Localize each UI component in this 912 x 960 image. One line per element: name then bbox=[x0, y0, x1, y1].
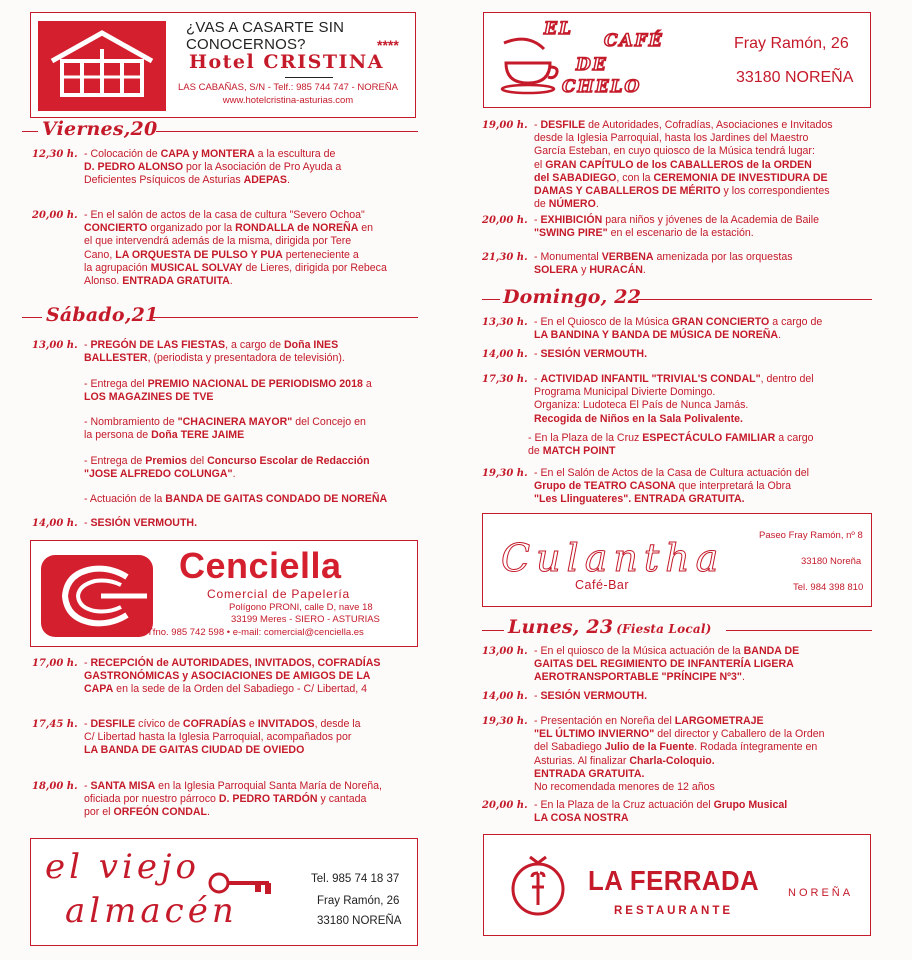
event-text: - Presentación en Noreña del LARGOMETRAJE "EL ÚLTIMO INVIERNO" del director y Caballero de la Orden del Sabadiego Julio de la Fuente. Rodada íntegramente en Asturias. Al finalizar Charla-Coloquio. ENTRADA GRATUITA. No recomendada menores de 12 años bbox=[534, 715, 825, 794]
event-text: - En el Quiosco de la Música GRAN CONCIERTO a cargo de LA BANDINA Y BANDA DE MÚSICA DE NOREÑA. bbox=[534, 316, 823, 342]
culantha-street: Paseo Fray Ramón, nº 8 bbox=[759, 530, 863, 541]
ferrada-type: RESTAURANTE bbox=[614, 905, 734, 917]
coffee-cup-icon bbox=[498, 33, 562, 97]
ferrada-logo bbox=[508, 853, 568, 922]
event-time: 13,00 h. bbox=[32, 340, 78, 351]
hotel-address: LAS CABAÑAS, S/N - Telf.: 985 744 747 - NOREÑA bbox=[177, 82, 398, 93]
lunes-note: (Fiesta Local) bbox=[616, 622, 712, 636]
event-text: - Entrega del PREMIO NACIONAL DE PERIODISMO 2018 a LOS MAGAZINES DE TVE bbox=[84, 378, 372, 404]
event-text: - DESFILE de Autoridades, Cofradías, Asociaciones e Invitados desde la Iglesia Parroquial, hasta los Jardines del Maestro García Esteban, en cuyo quiosco de la Música tendrá lugar: el GRAN CAPÍTULO de los CABALLEROS de la ORDEN del SABADIEGO, con la CEREMONIA DE INVESTIDURA DE DAMAS Y CABALLEROS DE MÉRITO y los correspondientes de NÚMERO. bbox=[534, 119, 833, 211]
cenciella-subtitle: Comercial de Papelería bbox=[207, 587, 350, 601]
cenciella-c-icon bbox=[41, 555, 153, 637]
event-time: 21,30 h. bbox=[482, 252, 528, 263]
cenciella-ad bbox=[30, 540, 418, 647]
almacen-street: Fray Ramón, 26 bbox=[317, 895, 400, 907]
la-ferrada-ad bbox=[483, 834, 871, 936]
cafe-street: Fray Ramón, 26 bbox=[734, 35, 849, 52]
event-text: - En el salón de actos de la casa de cultura "Severo Ochoa" CONCIERTO organizado por la RONDALLA de NOREÑA en el que intervendrá además de la misma, dirigida por Tere Cano, LA ORQUESTA DE PULSO Y PUA perteneciente a la agrupación MUSICAL SOLVAY de Lieres, dirigida por Rebeca Alonso. ENTRADA GRATUITA. bbox=[84, 209, 387, 288]
event-text: - PREGÓN DE LAS FIESTAS, a cargo de Doña INES BALLESTER, (periodista y presentadora de televisión). bbox=[84, 339, 345, 365]
event-text: - En el Salón de Actos de la Casa de Cultura actuación del Grupo de TEATRO CASONA que interpretará la Obra "Les Llinguateres". ENTRADA GRATUITA. bbox=[534, 467, 810, 506]
event-time: 20,00 h. bbox=[482, 800, 528, 811]
almacen-name-line2: almacén bbox=[65, 891, 238, 931]
cup-icon bbox=[498, 33, 562, 102]
event-time: 18,00 h. bbox=[32, 781, 78, 792]
almacen-name-line1: el viejo bbox=[45, 847, 201, 887]
event-time: 19,30 h. bbox=[482, 468, 528, 479]
event-text: - Entrega de Premios del Concurso Escolar de Redacción "JOSE ALFREDO COLUNGA". bbox=[84, 455, 370, 481]
viernes-rule-left bbox=[22, 131, 38, 132]
lunes-rule-right bbox=[726, 630, 872, 631]
domingo-rule-left bbox=[482, 299, 500, 300]
event-text: - SANTA MISA en la Iglesia Parroquial Santa María de Noreña, oficiada por nuestro párroco D. PEDRO TARDÓN y cantada por el ORFEÓN CONDAL. bbox=[84, 780, 382, 819]
ferrada-name: LA FERRADA bbox=[588, 865, 760, 896]
lunes-rule-left bbox=[482, 630, 504, 631]
event-time: 20,00 h. bbox=[32, 210, 78, 221]
sabado-rule-right bbox=[152, 317, 418, 318]
event-text: - Actuación de la BANDA DE GAITAS CONDADO DE NOREÑA bbox=[84, 493, 388, 505]
cenciella-contact: Tfno. 985 742 598 • e-mail: comercial@cenciella.es bbox=[147, 627, 364, 638]
event-time: 13,30 h. bbox=[482, 317, 528, 328]
cenciella-address1: Polígono PRONI, calle D, nave 18 bbox=[229, 602, 373, 613]
day-title-domingo: Domingo, 22 bbox=[503, 286, 642, 308]
event-time: 19,30 h. bbox=[482, 716, 528, 727]
event-text: - Nombramiento de "CHACINERA MAYOR" del Concejo en la persona de Doña TERE JAIME bbox=[84, 416, 366, 442]
event-text: - RECEPCIÓN de AUTORIDADES, INVITADOS, COFRADÍAS GASTRONÓMICAS y ASOCIACIONES DE AMIGOS DE LA CAPA en la sede de la Orden del Sabadiego - C/ Libertad, 4 bbox=[84, 657, 381, 696]
event-time: 12,30 h. bbox=[32, 149, 78, 160]
culantha-name: Culantha bbox=[501, 536, 725, 580]
hotel-tagline: ¿VAS A CASARTE SIN CONOCERNOS? bbox=[186, 19, 345, 53]
event-time: 17,00 h. bbox=[32, 658, 78, 669]
cafe-logo-line-3: DE bbox=[576, 55, 608, 75]
event-time: 14,00 h. bbox=[482, 691, 528, 702]
cafe-chelo-ad bbox=[483, 12, 871, 108]
event-time: 14,00 h. bbox=[32, 518, 78, 529]
event-text: - Colocación de CAPA y MONTERA a la escultura de D. PEDRO ALONSO por la Asociación de Pro Ayuda a Deficientes Psíquicos de Asturias ADEPAS. bbox=[84, 148, 342, 187]
event-time: 17,30 h. bbox=[482, 374, 528, 385]
event-text: - En la Plaza de la Cruz actuación del Grupo Musical LA COSA NOSTRA bbox=[534, 799, 788, 825]
cafe-city: 33180 NOREÑA bbox=[736, 69, 854, 86]
culantha-ad bbox=[482, 513, 872, 607]
hotel-web: www.hotelcristina-asturias.com bbox=[222, 95, 354, 106]
day-title-sabado: Sábado,21 bbox=[46, 304, 159, 326]
domingo-rule-right bbox=[636, 299, 872, 300]
cenciella-name: Cenciella bbox=[179, 545, 342, 586]
almacen-city: 33180 NOREÑA bbox=[317, 915, 402, 927]
day-title-viernes: Viernes,20 bbox=[42, 118, 158, 140]
hotel-logo bbox=[38, 21, 166, 111]
almacen-tel: Tel. 985 74 18 37 bbox=[311, 873, 400, 885]
cafe-logo-line-1: EL bbox=[544, 19, 573, 39]
hotel-stars: **** bbox=[377, 37, 399, 53]
almacen-ad bbox=[30, 838, 418, 946]
ferrada-place: NOREÑA bbox=[788, 887, 854, 899]
event-text: - En la Plaza de la Cruz ESPECTÁCULO FAMILIAR a cargo de MATCH POINT bbox=[528, 432, 814, 458]
event-text: - EXHIBICIÓN para niños y jóvenes de la Academia de Baile "SWING PIRE" en el escenario de la estación. bbox=[534, 214, 820, 240]
hotel-name: Hotel CRISTINA bbox=[189, 51, 384, 73]
event-time: 17,45 h. bbox=[32, 719, 78, 730]
house-icon bbox=[38, 21, 166, 111]
event-text: - SESIÓN VERMOUTH. bbox=[534, 348, 648, 360]
cenciella-logo bbox=[41, 555, 153, 637]
sabado-rule-left bbox=[22, 317, 42, 318]
day-title-lunes bbox=[508, 616, 711, 638]
ferrada-emblem-icon bbox=[508, 853, 568, 917]
lunes-title: Lunes, 23 bbox=[508, 616, 614, 638]
cafe-logo-line-4: CHELO bbox=[562, 77, 642, 97]
event-text: - SESIÓN VERMOUTH. bbox=[534, 690, 648, 702]
event-time: 20,00 h. bbox=[482, 215, 528, 226]
viernes-rule-right bbox=[156, 131, 418, 132]
culantha-city: 33180 Noreña bbox=[801, 556, 862, 567]
hotel-divider bbox=[285, 77, 333, 78]
cenciella-address2: 33199 Meres - SIERO - ASTURIAS bbox=[231, 614, 380, 625]
event-text: - En el quiosco de la Música actuación de la BANDA DE GAITAS DEL REGIMIENTO DE INFANTERÍA LIGERA AEROTRANSPORTABLE "PRÍNCIPE Nº3". bbox=[534, 645, 800, 684]
event-text: - ACTIVIDAD INFANTIL "TRIVIAL'S CONDAL", dentro del Programa Municipal Divierte Domingo. Organiza: Ludoteca El País de Nunca Jamás. Recogida de Niños en la Sala Polivalente. bbox=[534, 373, 814, 425]
event-text: - Monumental VERBENA amenizada por las orquestas SOLERA y HURACÁN. bbox=[534, 251, 793, 277]
event-time: 19,00 h. bbox=[482, 120, 528, 131]
cafe-logo-line-2: CAFÉ bbox=[604, 31, 664, 51]
event-time: 14,00 h. bbox=[482, 349, 528, 360]
event-time: 13,00 h. bbox=[482, 646, 528, 657]
culantha-tel: Tel. 984 398 810 bbox=[793, 582, 864, 593]
culantha-type: Café-Bar bbox=[575, 578, 630, 592]
hotel-cristina-ad bbox=[30, 12, 416, 118]
event-text: - SESIÓN VERMOUTH. bbox=[84, 517, 198, 529]
event-text: - DESFILE cívico de COFRADÍAS e INVITADOS, desde la C/ Libertad hasta la Iglesia Parroquial, acompañados por LA BANDA DE GAITAS CIUDAD DE OVIEDO bbox=[84, 718, 361, 757]
